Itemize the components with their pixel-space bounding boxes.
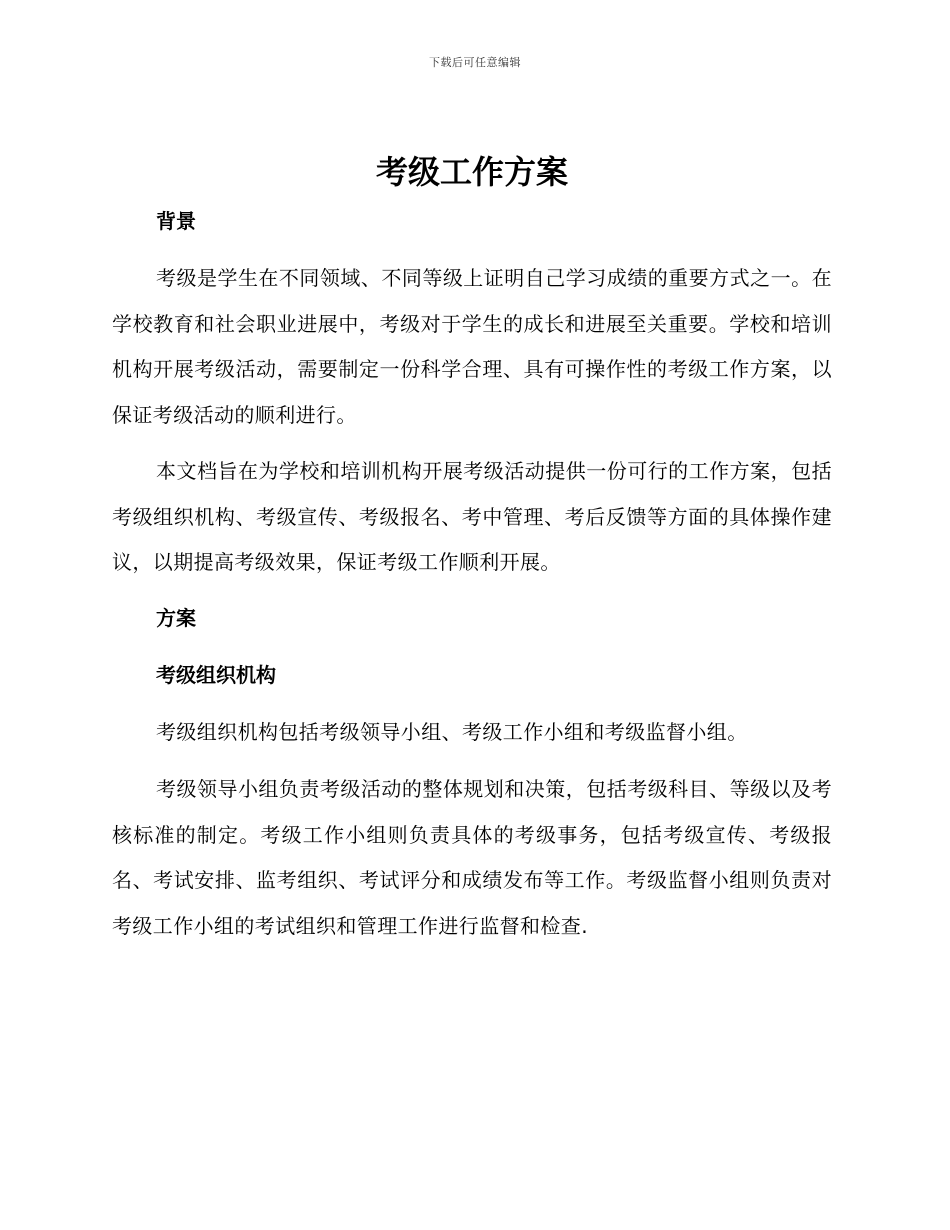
background-paragraph-2: 本文档旨在为学校和培训机构开展考级活动提供一份可行的工作方案，包括考级组织机构、考级宣传、考级报名、考中管理、考后反馈等方面的具体操作建议，以期提高考级效果，保证考级工作顺利开展。 — [112, 459, 832, 574]
section-heading-organization: 考级组织机构 — [156, 663, 276, 687]
page-header-note: 下载后可任意编辑 — [429, 56, 521, 69]
organization-paragraph-1: 考级组织机构包括考级领导小组、考级工作小组和考级监督小组。 — [156, 720, 748, 744]
section-heading-background: 背景 — [156, 209, 196, 233]
section-heading-plan: 方案 — [156, 606, 196, 630]
document-title: 考级工作方案 — [375, 153, 568, 191]
background-paragraph-1: 考级是学生在不同领域、不同等级上证明自己学习成绩的重要方式之一。在学校教育和社会职业进展中，考级对于学生的成长和进展至关重要。学校和培训机构开展考级活动，需要制定一份科学合理、具有可操作性的考级工作方案，以保证考级活动的顺利进行。 — [112, 266, 832, 427]
organization-paragraph-2: 考级领导小组负责考级活动的整体规划和决策，包括考级科目、等级以及考核标准的制定。考级工作小组则负责具体的考级事务，包括考级宣传、考级报名、考试安排、监考组织、考试评分和成绩发布等工作。考级监督小组则负责对考级工作小组的考试组织和管理工作进行监督和检查. — [112, 777, 832, 938]
